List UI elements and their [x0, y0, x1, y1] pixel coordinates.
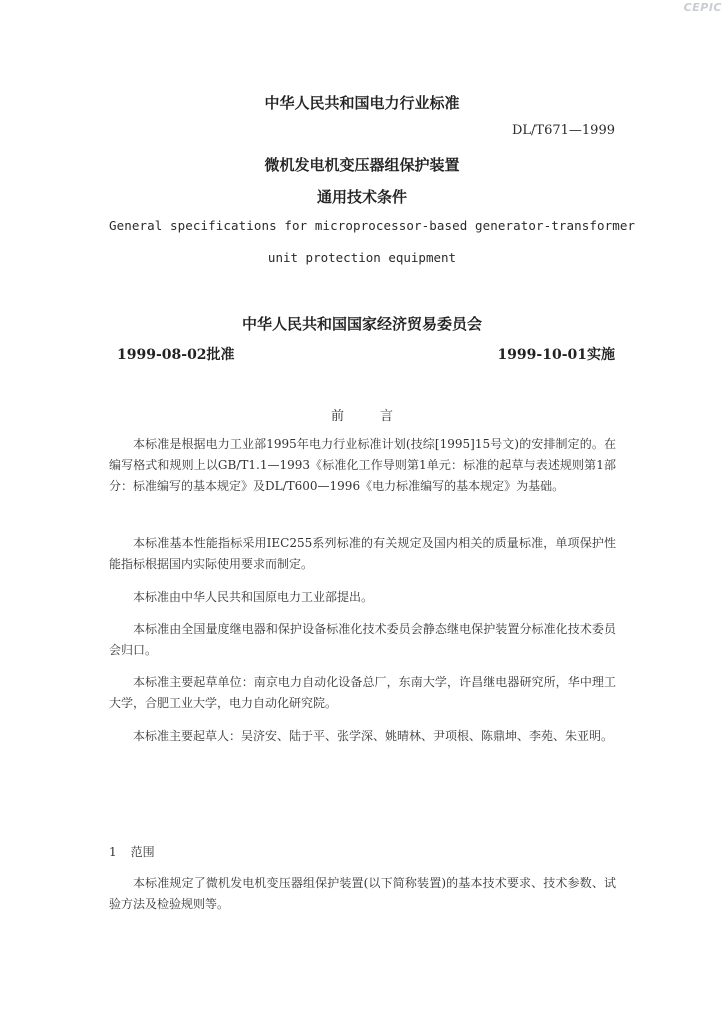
title-en-line2: unit protection equipment: [267, 250, 457, 265]
title-cn-line1: 微机发电机变压器组保护装置: [264, 156, 460, 174]
foreword-title-char2: 言: [380, 409, 394, 424]
foreword-title: [0, 405, 724, 424]
foreword-paragraph: 本标准是根据电力工业部1995年电力行业标准计划(技综[1995]15号文)的安排制定的。在编写格式和规则上以GB/T1.1—1993《标准化工作导则第1单元：标准的起草与表述规则第1部分：标准编写的基本规定》及DL/T600—1996《电力标准编写的基本规定》为基础。: [109, 437, 616, 493]
title-en-line1: General specifications for microprocessor-based generator-transformer: [109, 218, 636, 233]
title-cn-line2: 通用技术条件: [316, 188, 407, 206]
foreword-title-char1: 前: [330, 409, 344, 424]
watermark-logo: CEPIC: [683, 1, 722, 14]
section-heading: [109, 843, 155, 860]
effective-date: 1999-10-01实施: [497, 347, 615, 363]
approval-date: 1999-08-02批准: [117, 347, 235, 363]
foreword-paragraph: 本标准基本性能指标采用IEC255系列标准的有关规定及国内相关的质量标准，单项保护性能指标根据国内实际使用要求而制定。: [109, 536, 616, 571]
standard-code: DL/T671—1999: [511, 123, 615, 138]
section-title: 范围: [130, 845, 155, 859]
issuer: 中华人民共和国国家经济贸易委员会: [241, 315, 482, 333]
national-standard-heading: 中华人民共和国电力行业标准: [264, 94, 460, 112]
foreword-paragraph: 本标准由全国量度继电器和保护设备标准化技术委员会静态继电保护装置分标准化技术委员会归口。: [109, 622, 616, 657]
section-number: 1: [109, 845, 117, 859]
foreword-paragraph: 本标准主要起草人：吴济安、陆于平、张学深、姚晴林、尹项根、陈鼎坤、李苑、朱亚明。: [133, 729, 614, 743]
foreword-paragraph: 本标准主要起草单位：南京电力自动化设备总厂，东南大学，许昌继电器研究所，华中理工大学，合肥工业大学，电力自动化研究院。: [109, 675, 616, 710]
section-paragraph: 本标准规定了微机发电机变压器组保护装置(以下简称装置)的基本技术要求、技术参数、试验方法及检验规则等。: [109, 876, 616, 911]
foreword-paragraph: 本标准由中华人民共和国原电力工业部提出。: [133, 590, 374, 604]
